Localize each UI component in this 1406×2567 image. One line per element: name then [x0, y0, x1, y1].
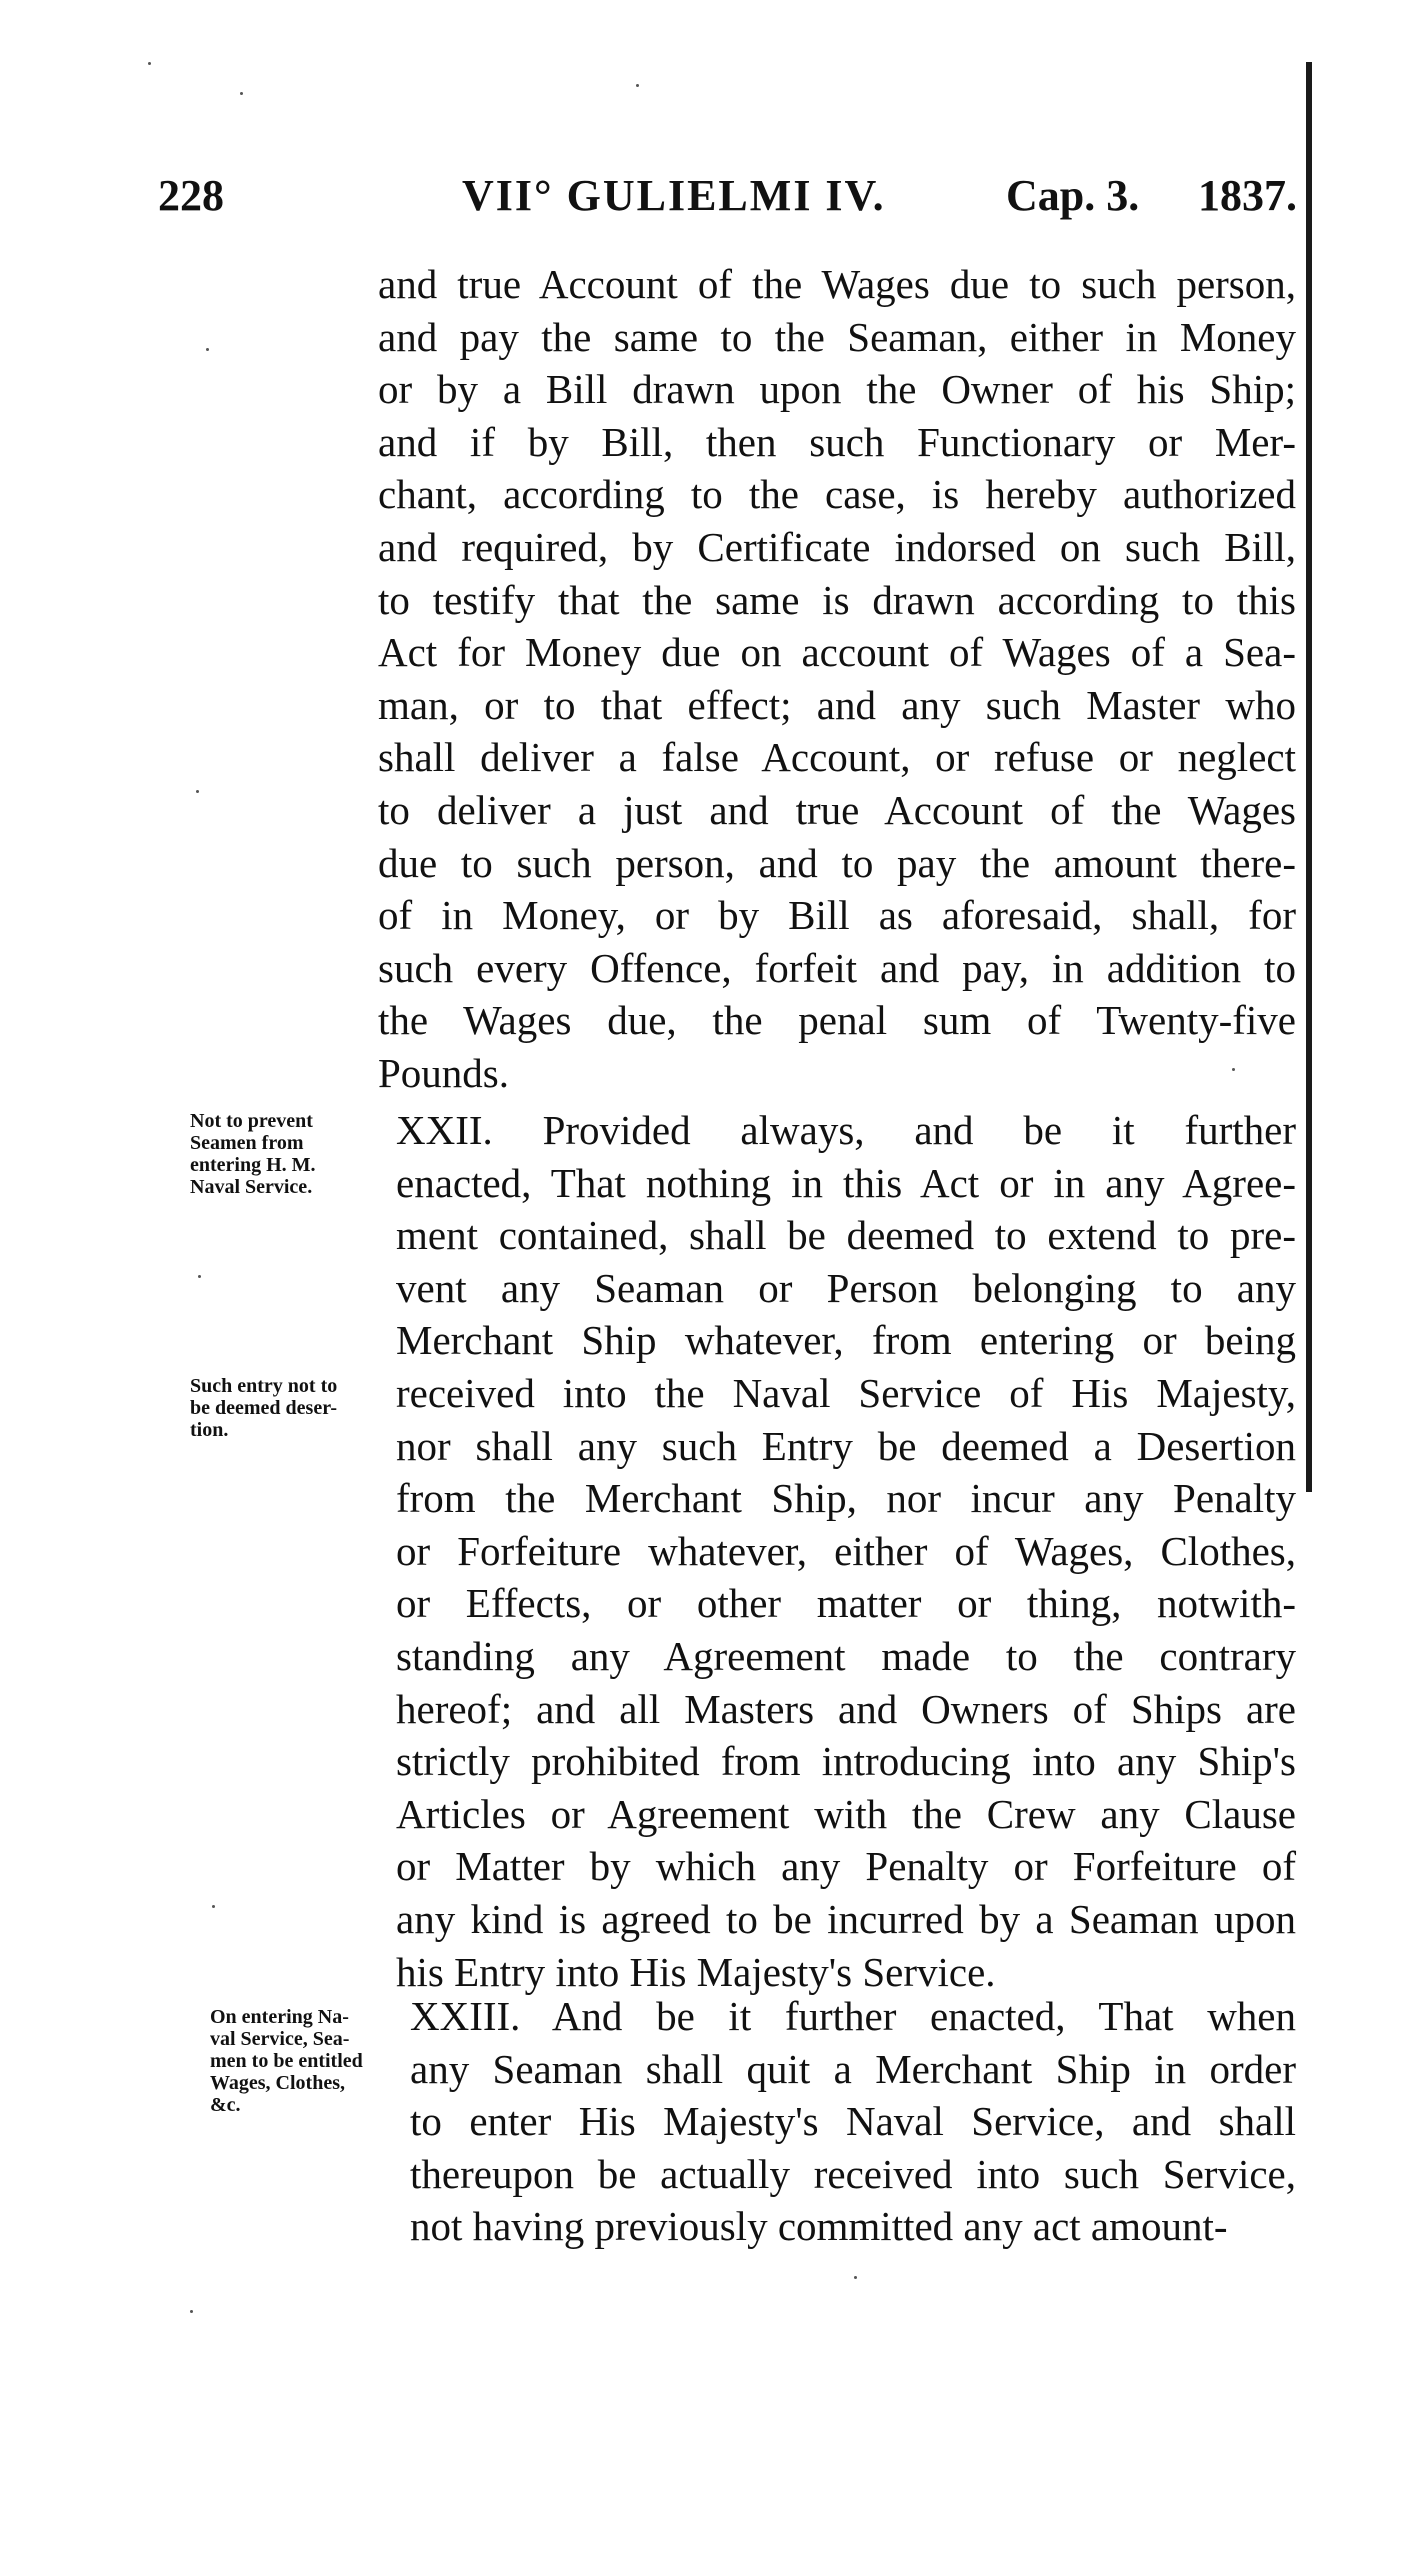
side-note-such-entry [190, 1375, 337, 1441]
text-line: Merchant Ship whatever, from entering or being [396, 1317, 1296, 1364]
side-note-line: val Service, Sea- [210, 2028, 350, 2050]
text-line: standing any Agreement made to the contrary [396, 1632, 1296, 1679]
text-line: man, or to that effect; and any such Master who [378, 681, 1296, 728]
paragraph-continued [378, 258, 1296, 1100]
text-line: from the Merchant Ship, nor incur any Penalty [396, 1475, 1296, 1522]
scan-speck [240, 92, 243, 95]
text-line: received into the Naval Service of His Majesty, [396, 1369, 1296, 1416]
side-note-line: tion. [190, 1419, 229, 1441]
scan-speck [206, 348, 209, 351]
running-head-year: 1837. [1198, 171, 1297, 220]
text-line: to testify that the same is drawn according to this [378, 576, 1296, 623]
text-line: or Effects, or other matter or thing, notwith- [396, 1580, 1296, 1627]
page-number: 228 [158, 171, 224, 220]
text-line: his Entry into His Majesty's Service. [396, 1948, 996, 1995]
side-note-line: entering H. M. [190, 1154, 316, 1176]
text-line: strictly prohibited from introducing into any Ship's [396, 1738, 1296, 1785]
scan-speck [636, 84, 639, 87]
text-line: enacted, That nothing in this Act or in any Agree- [396, 1159, 1296, 1206]
scan-speck [196, 790, 199, 793]
scan-speck [198, 1275, 201, 1278]
scan-speck [212, 1905, 215, 1908]
scan-speck [190, 2310, 193, 2313]
running-head-reign: VII° GULIELMI IV. [462, 171, 886, 220]
text-line: chant, according to the case, is hereby authorized [378, 471, 1296, 518]
text-line: and true Account of the Wages due to such person, [378, 261, 1296, 307]
text-line: XXIII. And be it further enacted, That when [410, 1993, 1296, 2039]
side-note-on-entering [210, 2006, 363, 2116]
text-line: ment contained, shall be deemed to extend to pre- [396, 1212, 1296, 1259]
text-line: any Seaman shall quit a Merchant Ship in order [410, 2045, 1296, 2092]
scan-speck [1232, 1068, 1235, 1071]
text-line: hereof; and all Masters and Owners of Ships are [396, 1685, 1296, 1732]
side-note-line: Such entry not to [190, 1375, 338, 1397]
text-line: of in Money, or by Bill as aforesaid, shall, for [378, 892, 1296, 939]
section-xxiii [410, 1990, 1296, 2253]
text-line: or Matter by which any Penalty or Forfeiture of [396, 1843, 1296, 1890]
side-note-line: Not to prevent [190, 1110, 313, 1132]
text-line: and if by Bill, then such Functionary or Mer- [378, 418, 1296, 465]
text-line: Act for Money due on account of Wages of a Sea- [378, 629, 1296, 676]
text-line: not having previously committed any act amount- [410, 2203, 1228, 2250]
text-line: the Wages due, the penal sum of Twenty-five [378, 997, 1296, 1044]
text-line: nor shall any such Entry be deemed a Desertion [396, 1422, 1296, 1469]
text-line: thereupon be actually received into such Service, [410, 2150, 1296, 2197]
text-line: and required, by Certificate indorsed on such Bill, [378, 523, 1296, 570]
text-line: to deliver a just and true Account of the Wages [378, 786, 1296, 833]
section-xxii [396, 1104, 1296, 1998]
text-line: or by a Bill drawn upon the Owner of his Ship; [378, 366, 1296, 413]
side-note-line: On entering Na- [210, 2006, 349, 2028]
side-note-line: Wages, Clothes, [210, 2072, 345, 2094]
margin-rule [1306, 62, 1312, 1492]
side-note-not-to-prevent [190, 1110, 316, 1198]
text-line: Pounds. [378, 1049, 510, 1096]
text-line: Articles or Agreement with the Crew any Clause [396, 1790, 1296, 1837]
side-note-line: &c. [210, 2094, 241, 2116]
side-note-line: Naval Service. [190, 1176, 313, 1198]
text-line: such every Offence, forfeit and pay, in addition to [378, 944, 1296, 991]
text-line: XXII. Provided always, and be it further [396, 1107, 1296, 1153]
side-note-line: be deemed deser- [190, 1397, 337, 1419]
text-line: due to such person, and to pay the amount there- [378, 839, 1296, 886]
side-note-line: men to be entitled [210, 2050, 363, 2072]
text-line: or Forfeiture whatever, either of Wages, Clothes, [396, 1527, 1296, 1574]
text-line: to enter His Majesty's Naval Service, and shall [410, 2098, 1296, 2145]
text-line: shall deliver a false Account, or refuse or neglect [378, 734, 1296, 781]
text-line: and pay the same to the Seaman, either in Money [378, 313, 1296, 360]
text-line: vent any Seaman or Person belonging to any [396, 1264, 1296, 1311]
side-note-line: Seamen from [190, 1132, 304, 1154]
scan-speck [854, 2276, 857, 2279]
scan-speck [148, 62, 151, 65]
running-head-chapter: Cap. 3. [1006, 171, 1140, 220]
text-line: any kind is agreed to be incurred by a Seaman upon [396, 1895, 1296, 1942]
